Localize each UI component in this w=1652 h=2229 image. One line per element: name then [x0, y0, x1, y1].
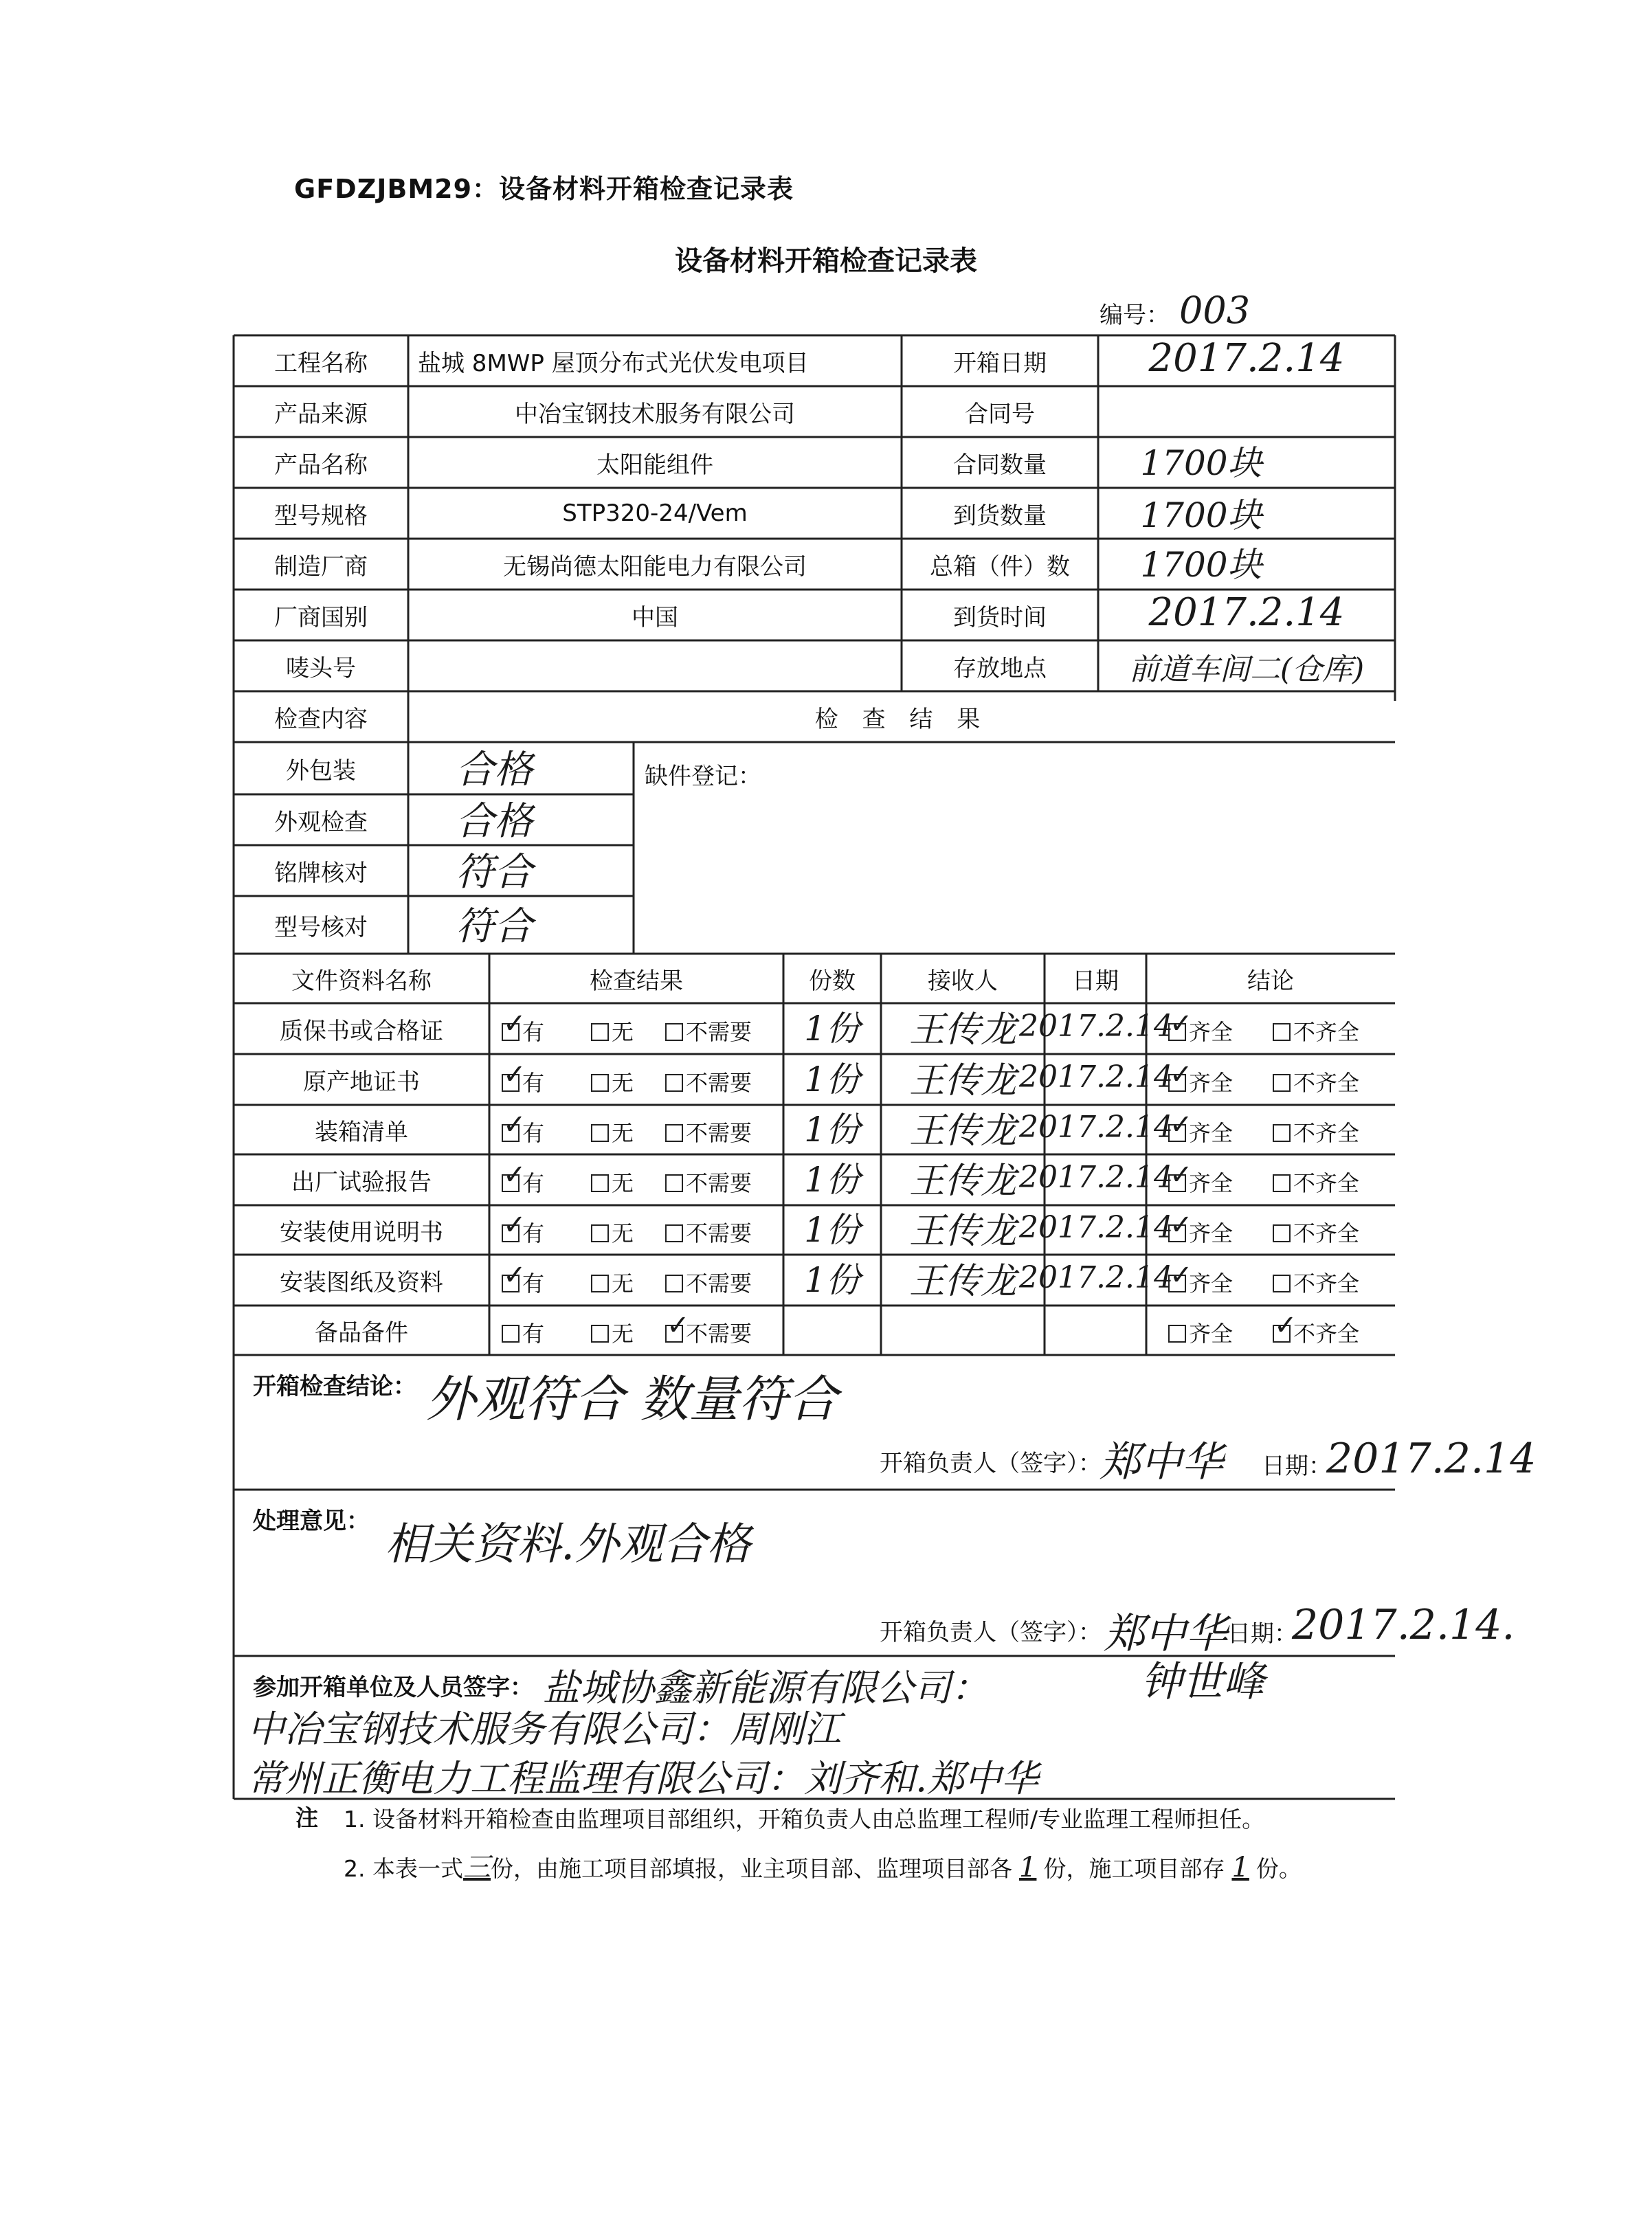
- doc-result-option-have[interactable]: [502, 1266, 544, 1298]
- doc-row-date[interactable]: 2017.2.14: [1019, 1259, 1173, 1295]
- contract-qty-value[interactable]: 1700块: [1140, 443, 1262, 483]
- doc-row-receiver[interactable]: 王传龙: [908, 1110, 1016, 1152]
- checkbox-icon[interactable]: [665, 1074, 683, 1092]
- checkbox-icon[interactable]: [665, 1275, 683, 1292]
- inspection-item-value[interactable]: 合格: [456, 748, 533, 792]
- notes-copies-each[interactable]: 1: [1018, 1852, 1037, 1883]
- doc-result-option-none[interactable]: [591, 1116, 634, 1147]
- checkbox-icon[interactable]: [502, 1275, 520, 1292]
- conclusion-date-label: 日期：: [1262, 1453, 1332, 1480]
- boxes-value[interactable]: 1700块: [1140, 545, 1262, 585]
- participants-label: 参加开箱单位及人员签字：: [253, 1674, 533, 1701]
- checkbox-icon[interactable]: [502, 1023, 520, 1041]
- option-label: 齐全: [1189, 1170, 1234, 1196]
- doc-row-receiver[interactable]: 王传龙: [908, 1260, 1016, 1302]
- checkbox-icon[interactable]: [1273, 1275, 1291, 1292]
- doc-row-copies[interactable]: 1份: [804, 1260, 860, 1300]
- checkbox-icon[interactable]: [665, 1124, 683, 1142]
- doc-result-option-have[interactable]: [502, 1216, 544, 1248]
- doc-conclusion-option-complete[interactable]: [1168, 1116, 1233, 1147]
- docs-header-name: 文件资料名称: [291, 967, 432, 995]
- notes-label: 注: [295, 1804, 318, 1831]
- checkbox-icon[interactable]: [591, 1023, 609, 1041]
- source-label: 产品来源: [274, 400, 368, 428]
- option-label: 无: [612, 1019, 634, 1045]
- doc-row-date[interactable]: 2017.2.14: [1019, 1059, 1173, 1095]
- doc-result-option-not-needed[interactable]: [665, 1266, 752, 1298]
- notes-line2-part: 份。: [1255, 1855, 1302, 1882]
- checkbox-icon[interactable]: [665, 1174, 683, 1192]
- doc-row-copies[interactable]: 1份: [804, 1210, 860, 1250]
- doc-conclusion-option-incomplete[interactable]: [1273, 1216, 1359, 1248]
- doc-row-date[interactable]: [1017, 1303, 1175, 1352]
- checkbox-icon[interactable]: [1273, 1023, 1291, 1041]
- option-label: 不需要: [686, 1321, 752, 1347]
- checkbox-icon[interactable]: [1168, 1275, 1186, 1292]
- checkbox-icon[interactable]: [502, 1325, 520, 1343]
- option-label: 不齐全: [1293, 1070, 1360, 1096]
- doc-row-copies[interactable]: [783, 1303, 881, 1352]
- doc-result-option-none[interactable]: [591, 1015, 634, 1046]
- option-label: 不需要: [686, 1170, 752, 1196]
- doc-result-option-not-needed[interactable]: [665, 1066, 752, 1097]
- doc-result-option-have[interactable]: [502, 1116, 544, 1147]
- doc-conclusion-option-complete[interactable]: [1168, 1166, 1233, 1198]
- open-date-label: 开箱日期: [953, 349, 1047, 377]
- source-value: 中冶宝钢技术服务有限公司: [515, 400, 795, 428]
- opinion-date-value[interactable]: 2017.2.14.: [1292, 1601, 1515, 1649]
- maker-value: 无锡尚德太阳能电力有限公司: [503, 552, 807, 581]
- conclusion-label: 开箱检查结论：: [253, 1373, 416, 1400]
- notes-line1: 1. 设备材料开箱检查由监理项目部组织，开箱负责人由总监理工程师/专业监理工程师担任。: [344, 1806, 1265, 1833]
- document-code: GFDZJBM29：设备材料开箱检查记录表: [294, 174, 794, 204]
- opinion-value[interactable]: 相关资料.外观合格: [385, 1519, 751, 1570]
- doc-row-date[interactable]: 2017.2.14: [1019, 1008, 1173, 1044]
- doc-conclusion-option-complete[interactable]: [1168, 1317, 1233, 1348]
- arrival-time-label: 到货时间: [953, 603, 1047, 631]
- option-label: 有: [522, 1070, 545, 1096]
- option-label: 有: [522, 1170, 545, 1196]
- checkbox-icon[interactable]: [502, 1124, 520, 1142]
- doc-result-option-not-needed[interactable]: [665, 1116, 752, 1147]
- opinion-responsible-label: 开箱负责人（签字）：: [880, 1619, 1102, 1646]
- notes-copies-keep[interactable]: 1: [1231, 1852, 1249, 1883]
- checkbox-icon[interactable]: [591, 1174, 609, 1192]
- option-label: 无: [612, 1120, 634, 1146]
- option-label: 有: [522, 1270, 545, 1297]
- doc-result-option-have[interactable]: [502, 1317, 544, 1348]
- doc-result-option-not-needed[interactable]: [665, 1166, 752, 1198]
- conclusion-date-value[interactable]: 2017.2.14: [1326, 1435, 1537, 1483]
- doc-result-option-none[interactable]: [591, 1317, 634, 1348]
- maker-label: 制造厂商: [274, 552, 368, 581]
- checkbox-icon[interactable]: [665, 1224, 683, 1242]
- doc-result-option-have[interactable]: [502, 1166, 544, 1198]
- option-label: 不齐全: [1293, 1120, 1360, 1146]
- boxes-label: 总箱（件）数: [930, 552, 1070, 581]
- inspection-item-label: 外包装: [286, 757, 356, 785]
- option-label: 不齐全: [1293, 1019, 1360, 1045]
- notes-line2-part: 2. 本表一式: [344, 1855, 463, 1882]
- docs-header-result: 检查结果: [590, 967, 683, 995]
- serial-label: 编号：: [1100, 302, 1170, 329]
- arrival-qty-label: 到货数量: [953, 502, 1047, 530]
- doc-row-receiver[interactable]: 王传龙: [908, 1060, 1016, 1101]
- participants-extra-signature[interactable]: 钟世峰: [1141, 1658, 1264, 1706]
- checkbox-icon[interactable]: [1168, 1023, 1186, 1041]
- checkbox-icon[interactable]: [1273, 1174, 1291, 1192]
- checkbox-icon[interactable]: [1273, 1124, 1291, 1142]
- mark-value[interactable]: [408, 640, 902, 691]
- docs-header-conclusion: 结论: [1247, 967, 1294, 995]
- doc-row-name: 安装图纸及资料: [280, 1268, 443, 1297]
- option-label: 无: [612, 1070, 634, 1096]
- doc-row-name: 质保书或合格证: [280, 1017, 443, 1045]
- conclusion-value[interactable]: 外观符合 数量符合: [426, 1370, 838, 1428]
- doc-row-name: 原产地证书: [303, 1068, 420, 1096]
- option-label: 齐全: [1189, 1220, 1234, 1246]
- option-label: 无: [612, 1220, 634, 1246]
- doc-conclusion-option-incomplete[interactable]: [1273, 1266, 1359, 1298]
- opinion-label: 处理意见：: [253, 1508, 370, 1535]
- option-label: 不需要: [686, 1120, 752, 1146]
- doc-result-option-have[interactable]: [502, 1015, 544, 1046]
- option-label: 无: [612, 1321, 634, 1347]
- checkbox-icon[interactable]: [1168, 1074, 1186, 1092]
- form-title: 设备材料开箱检查记录表: [675, 245, 977, 277]
- doc-row-date[interactable]: 2017.2.14: [1019, 1109, 1173, 1145]
- opinion-date-label: 日期：: [1227, 1620, 1297, 1648]
- model-label: 型号规格: [274, 502, 368, 530]
- checkbox-icon[interactable]: [502, 1224, 520, 1242]
- option-label: 无: [612, 1170, 634, 1196]
- option-label: 齐全: [1189, 1019, 1234, 1045]
- model-value: STP320-24/Vem: [562, 500, 748, 527]
- open-date-value[interactable]: 2017.2.14: [1148, 335, 1345, 381]
- inspection-content-label: 检查内容: [274, 705, 368, 733]
- checkbox-icon[interactable]: [591, 1325, 609, 1343]
- option-label: 齐全: [1189, 1120, 1234, 1146]
- conclusion-responsible-label: 开箱负责人（签字）：: [880, 1450, 1102, 1477]
- opinion-signature[interactable]: 郑中华: [1104, 1610, 1227, 1658]
- docs-header-copies: 份数: [809, 967, 856, 995]
- checkbox-icon[interactable]: [1273, 1325, 1291, 1343]
- checkbox-icon[interactable]: [591, 1074, 609, 1092]
- doc-conclusion-option-incomplete[interactable]: [1273, 1066, 1359, 1097]
- mark-label: 唛头号: [286, 654, 356, 682]
- doc-row-name: 安装使用说明书: [280, 1218, 443, 1246]
- doc-conclusion-option-incomplete[interactable]: [1273, 1317, 1359, 1348]
- checkbox-icon[interactable]: [1168, 1124, 1186, 1142]
- doc-row-name: 装箱清单: [315, 1118, 408, 1146]
- checkbox-icon[interactable]: [591, 1275, 609, 1292]
- inspection-item-value[interactable]: 符合: [456, 850, 533, 895]
- option-label: 有: [522, 1120, 545, 1146]
- doc-conclusion-option-incomplete[interactable]: [1273, 1015, 1359, 1046]
- checkbox-icon[interactable]: [1273, 1074, 1291, 1092]
- project-value: 盐城 8MWP 屋顶分布式光伏发电项目: [418, 349, 809, 377]
- inspection-item-value[interactable]: 合格: [456, 799, 533, 844]
- option-label: 不需要: [686, 1019, 752, 1045]
- option-label: 齐全: [1189, 1270, 1234, 1297]
- participants-line1[interactable]: 盐城协鑫新能源有限公司：: [543, 1666, 988, 1710]
- checkbox-icon[interactable]: [1168, 1224, 1186, 1242]
- storage-label: 存放地点: [953, 654, 1047, 682]
- checkbox-icon[interactable]: [591, 1224, 609, 1242]
- doc-result-option-none[interactable]: [591, 1216, 634, 1248]
- doc-conclusion-option-incomplete[interactable]: [1273, 1116, 1359, 1147]
- inspection-item-value[interactable]: 符合: [456, 904, 533, 949]
- option-label: 不齐全: [1293, 1321, 1360, 1347]
- doc-row-name: 备品备件: [315, 1319, 408, 1347]
- notes-line2: [344, 1846, 1302, 1885]
- inspection-item-label: 型号核对: [274, 913, 368, 941]
- product-value: 太阳能组件: [596, 451, 713, 479]
- contract-qty-label: 合同数量: [953, 451, 1047, 479]
- checkbox-icon[interactable]: [665, 1325, 683, 1343]
- checkbox-icon[interactable]: [502, 1174, 520, 1192]
- inspection-item-label: 外观检查: [274, 808, 368, 836]
- option-label: 有: [522, 1321, 545, 1347]
- doc-result-option-not-needed[interactable]: [665, 1015, 752, 1046]
- doc-row-copies[interactable]: 1份: [804, 1060, 860, 1099]
- docs-header-date: 日期: [1072, 967, 1119, 995]
- doc-conclusion-option-complete[interactable]: [1168, 1015, 1233, 1046]
- country-value: 中国: [632, 603, 678, 631]
- option-label: 不需要: [686, 1270, 752, 1297]
- option-label: 有: [522, 1019, 545, 1045]
- option-label: 不需要: [686, 1070, 752, 1096]
- serial-value[interactable]: 003: [1179, 289, 1251, 332]
- notes-line2-part: 份，施工项目部存: [1043, 1855, 1225, 1882]
- arrival-time-value[interactable]: 2017.2.14: [1148, 590, 1345, 635]
- docs-header-receiver: 接收人: [928, 967, 998, 995]
- checkbox-icon[interactable]: [1168, 1325, 1186, 1343]
- doc-conclusion-option-complete[interactable]: [1168, 1066, 1233, 1097]
- option-label: 不齐全: [1293, 1170, 1360, 1196]
- doc-result-option-not-needed[interactable]: [665, 1317, 752, 1348]
- doc-row-receiver[interactable]: 王传龙: [908, 1160, 1016, 1202]
- doc-result-option-none[interactable]: [591, 1266, 634, 1298]
- doc-row-receiver[interactable]: 王传龙: [908, 1009, 1016, 1051]
- option-label: 不需要: [686, 1220, 752, 1246]
- checkbox-icon[interactable]: [1168, 1174, 1186, 1192]
- contract-no-label: 合同号: [965, 400, 1035, 428]
- arrival-qty-value[interactable]: 1700块: [1140, 495, 1262, 535]
- checkbox-icon[interactable]: [591, 1124, 609, 1142]
- option-label: 齐全: [1189, 1321, 1234, 1347]
- project-label: 工程名称: [274, 349, 368, 377]
- doc-result-option-none[interactable]: [591, 1166, 634, 1198]
- doc-result-option-not-needed[interactable]: [665, 1216, 752, 1248]
- inspection-result-label: 检 查 结 果: [814, 705, 989, 733]
- doc-row-copies[interactable]: 1份: [804, 1009, 860, 1049]
- inspection-item-label: 铭牌核对: [274, 859, 368, 887]
- storage-value[interactable]: 前道车间二(仓库): [1128, 652, 1365, 687]
- country-label: 厂商国别: [274, 603, 368, 631]
- option-label: 不齐全: [1293, 1220, 1360, 1246]
- doc-conclusion-option-complete[interactable]: [1168, 1216, 1233, 1248]
- contract-no-value[interactable]: [1098, 386, 1395, 437]
- conclusion-signature[interactable]: 郑中华: [1100, 1438, 1223, 1486]
- checkbox-icon[interactable]: [502, 1074, 520, 1092]
- option-label: 齐全: [1189, 1070, 1234, 1096]
- notes-line2-part: 份，由施工项目部填报，业主项目部、监理项目部各: [490, 1855, 1012, 1882]
- option-label: 无: [612, 1270, 634, 1297]
- option-label: 有: [522, 1220, 545, 1246]
- notes-copies-total[interactable]: 三: [462, 1852, 491, 1883]
- participants-line2[interactable]: 中冶宝钢技术服务有限公司：周刚江: [247, 1707, 841, 1751]
- doc-row-copies[interactable]: 1份: [804, 1110, 860, 1150]
- checkbox-icon[interactable]: [1273, 1224, 1291, 1242]
- missing-parts-label: 缺件登记：: [645, 763, 761, 790]
- doc-row-copies[interactable]: 1份: [804, 1160, 860, 1200]
- doc-row-date[interactable]: 2017.2.14: [1019, 1209, 1173, 1245]
- doc-conclusion-option-complete[interactable]: [1168, 1266, 1233, 1298]
- doc-result-option-have[interactable]: [502, 1066, 544, 1097]
- option-label: 不齐全: [1293, 1270, 1360, 1297]
- doc-conclusion-option-incomplete[interactable]: [1273, 1166, 1359, 1198]
- doc-result-option-none[interactable]: [591, 1066, 634, 1097]
- doc-row-date[interactable]: 2017.2.14: [1019, 1159, 1173, 1195]
- participants-line3[interactable]: 常州正衡电力工程监理有限公司：刘齐和.郑中华: [247, 1757, 1039, 1800]
- doc-row-receiver[interactable]: 王传龙: [908, 1210, 1016, 1252]
- product-label: 产品名称: [274, 451, 368, 479]
- doc-row-name: 出厂试验报告: [291, 1168, 432, 1196]
- checkbox-icon[interactable]: [665, 1023, 683, 1041]
